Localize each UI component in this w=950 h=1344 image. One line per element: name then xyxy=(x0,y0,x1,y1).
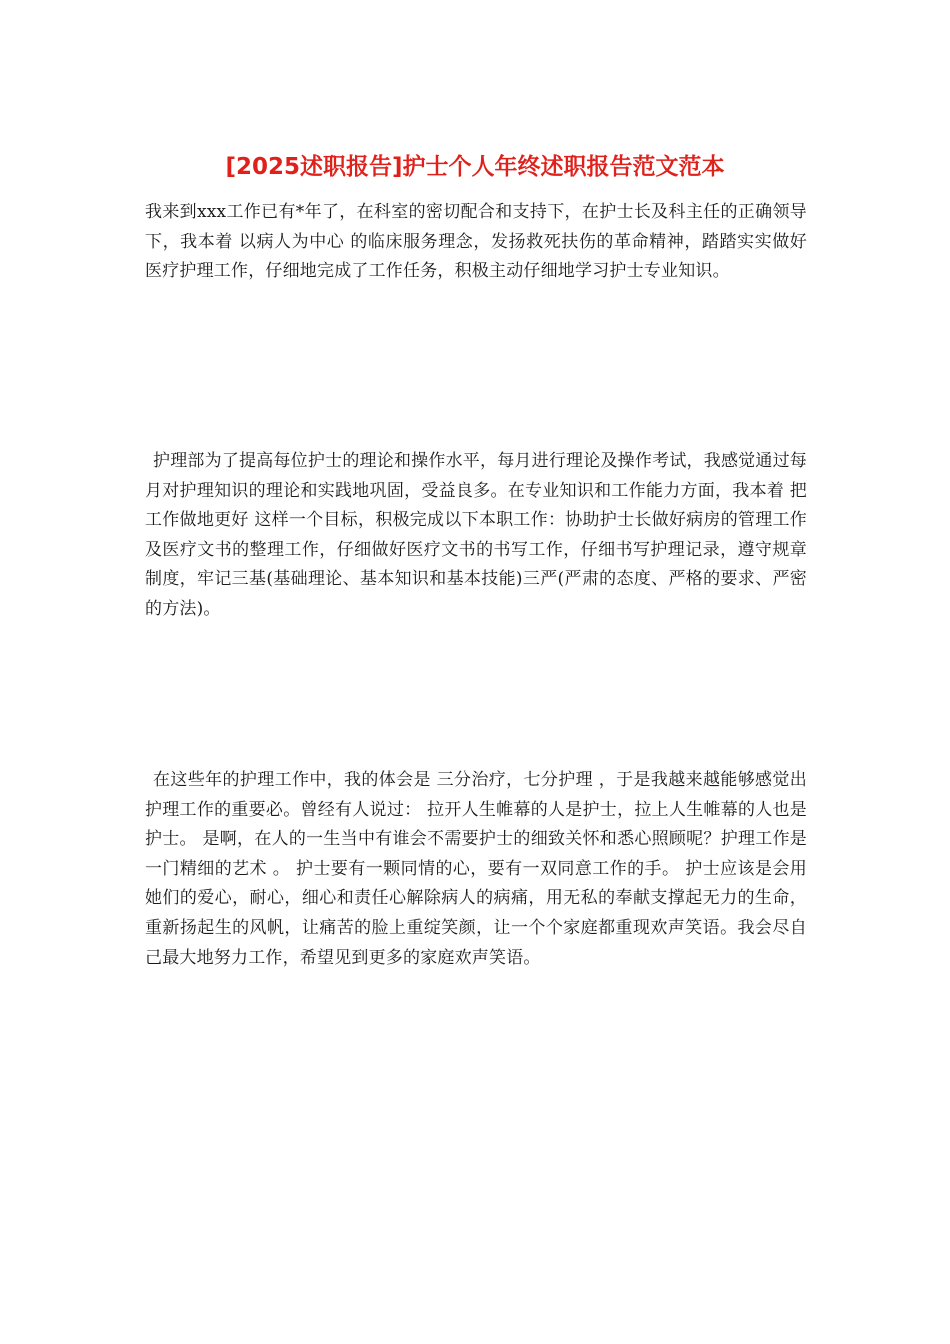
paragraph-nursing-experience: 在这些年的护理工作中，我的体会是 三分治疗，七分护理 ，于是我越来越能够感觉出护理工作的重要必。曾经有人说过： 拉开人生帷幕的人是护士，拉上人生帷幕的人也是护士。 是啊，在人的一生当中有谁会不需要护士的细致关怀和悉心照顾呢？护理工作是一门精细的艺术 。 护士要有一颗同情的心，要有一双同意工作的手。 护士应该是会用她们的爱心，耐心，细心和责任心解除病人的病痛，用无私的奉献支撑起无力的生命，重新扬起生的风帆，让痛苦的脸上重绽笑颜，让一个个家庭都重现欢声笑语。我会尽自己最大地努力工作，希望见到更多的家庭欢声笑语。 xyxy=(145,770,807,968)
paragraph-professional-work: 护理部为了提高每位护士的理论和操作水平，每月进行理论及操作考试，我感觉通过每月对护理知识的理论和实践地巩固，受益良多。在专业知识和工作能力方面，我本着 把工作做地更好 这样一个目标，积极完成以下本职工作：协助护士长做好病房的管理工作及医疗文书的整理工作，仔细做好医疗文书的书写工作，仔细书写护理记录，遵守规章制度，牢记三基(基础理论、基本知识和基本技能)三严(严肃的态度、严格的要求、严密的方法)。 xyxy=(145,451,807,619)
document-title: [2025述职报告]护士个人年终述职报告范文范本 xyxy=(225,154,725,180)
paragraph-intro: 我来到xxx工作已有*年了，在科室的密切配合和支持下，在护士长及科主任的正确领导下，我本着 以病人为中心 的临床服务理念，发扬救死扶伤的革命精神，踏踏实实做好医疗护理工作，仔细地完成了工作任务，积极主动仔细地学习护士专业知识。 xyxy=(145,202,807,282)
